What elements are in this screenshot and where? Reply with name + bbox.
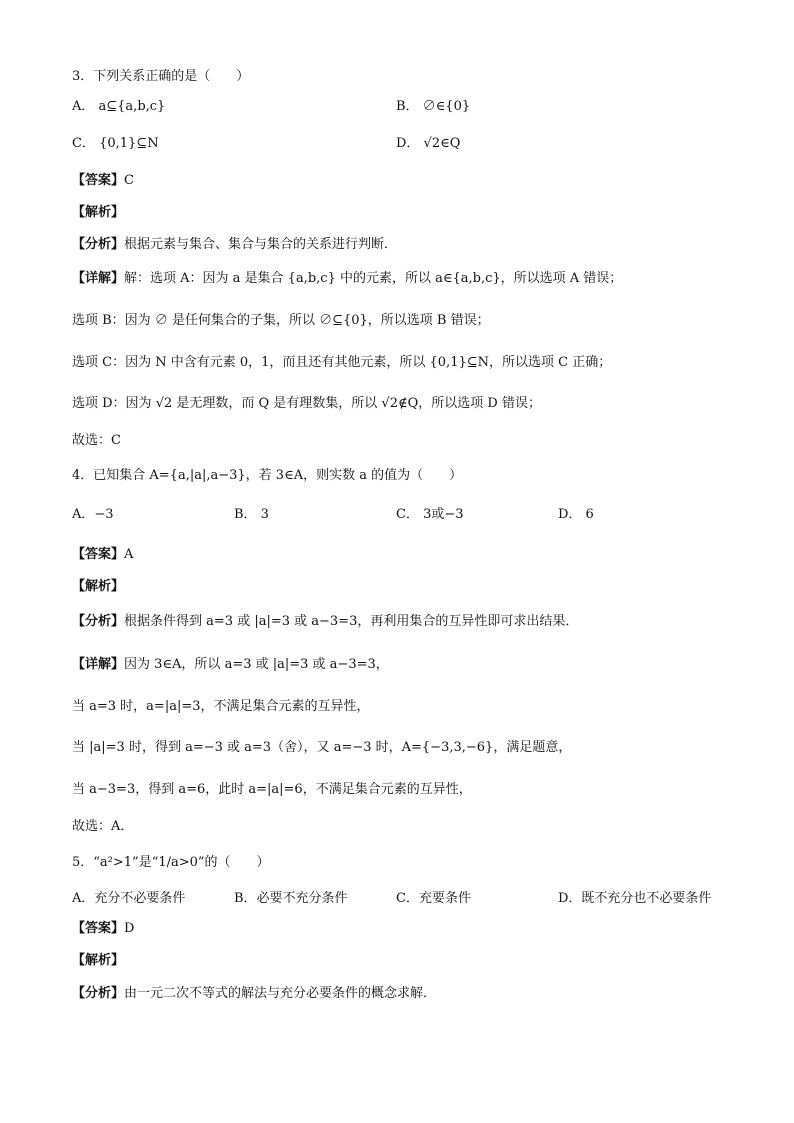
q4-detail-2: 当 |a|=3 时，得到 a=−3 或 a=3（舍），又 a=−3 时，A={−3,3,−6}，满足题意，	[72, 740, 572, 755]
q5-option-a: A．充分不必要条件	[72, 891, 186, 906]
q4-answer: 【答案】A	[72, 547, 134, 562]
q4-stem: 4．已知集合 A={a,|a|,a−3}，若 3∈A，则实数 a 的值为（ ）	[72, 468, 463, 483]
q4-fenxi: 【分析】根据条件得到 a=3 或 |a|=3 或 a−3=3，再利用集合的互异性即可求出结果．	[72, 614, 579, 629]
q5-answer: 【答案】D	[72, 921, 135, 936]
q4-option-b: B． 3	[234, 507, 269, 522]
q3-option-a: A． a⊆{a,b,c}	[72, 99, 166, 114]
q3-option-d: D． √2∈Q	[396, 136, 461, 151]
q5-option-d: D．既不充分也不必要条件	[558, 891, 712, 906]
q5-analysis-tag: 【解析】	[72, 953, 125, 968]
q4-analysis-tag: 【解析】	[72, 579, 125, 594]
q4-detail-4: 故选：A．	[72, 819, 134, 834]
q4-option-d: D． 6	[558, 507, 594, 522]
q5-stem: 5．“a²>1”是“1/a>0”的（ ）	[72, 855, 270, 870]
q4-detail-1: 当 a=3 时，a=|a|=3，不满足集合元素的互异性，	[72, 699, 370, 714]
q3-analysis-tag: 【解析】	[72, 205, 125, 220]
q3-detail-1: 【详解】解：选项 A：因为 a 是集合 {a,b,c} 中的元素，所以 a∈{a,b,c}，所以选项 A 错误；	[72, 271, 623, 286]
q5-option-b: B．必要不充分条件	[234, 891, 348, 906]
q3-detail-2: 选项 B：因为 ∅ 是任何集合的子集，所以 ∅⊆{0}，所以选项 B 错误；	[72, 313, 490, 328]
q3-answer	[72, 172, 734, 190]
q4-option-a: A．−3	[72, 507, 114, 522]
q3-detail-5: 故选：C	[72, 433, 121, 448]
q5-option-c: C．充要条件	[396, 891, 471, 906]
q3-option-b: B． ∅∈{0}	[396, 99, 471, 114]
q4-option-c: C． 3或−3	[396, 507, 464, 522]
q3-detail-4: 选项 D：因为 √2 是无理数，而 Q 是有理数集，所以 √2∉Q，所以选项 D 错误；	[72, 396, 541, 411]
answer-value: C	[124, 173, 134, 188]
q3-option-c: C． {0,1}⊆N	[72, 136, 159, 151]
q4-xiangjie: 【详解】因为 3∈A，所以 a=3 或 |a|=3 或 a−3=3，	[72, 657, 389, 672]
q3-fenxi: 【分析】根据元素与集合、集合与集合的关系进行判断．	[72, 237, 398, 252]
q3-stem: 3．下列关系正确的是（ ）	[72, 69, 250, 84]
q5-fenxi: 【分析】由一元二次不等式的解法与充分必要条件的概念求解．	[72, 986, 437, 1001]
q3-detail-3: 选项 C：因为 N 中含有元素 0，1，而且还有其他元素，所以 {0,1}⊆N，所以选项 C 正确；	[72, 355, 612, 370]
q4-detail-3: 当 a−3=3，得到 a=6，此时 a=|a|=6，不满足集合元素的互异性，	[72, 782, 472, 797]
answer-tag: 【答案】	[72, 173, 125, 188]
